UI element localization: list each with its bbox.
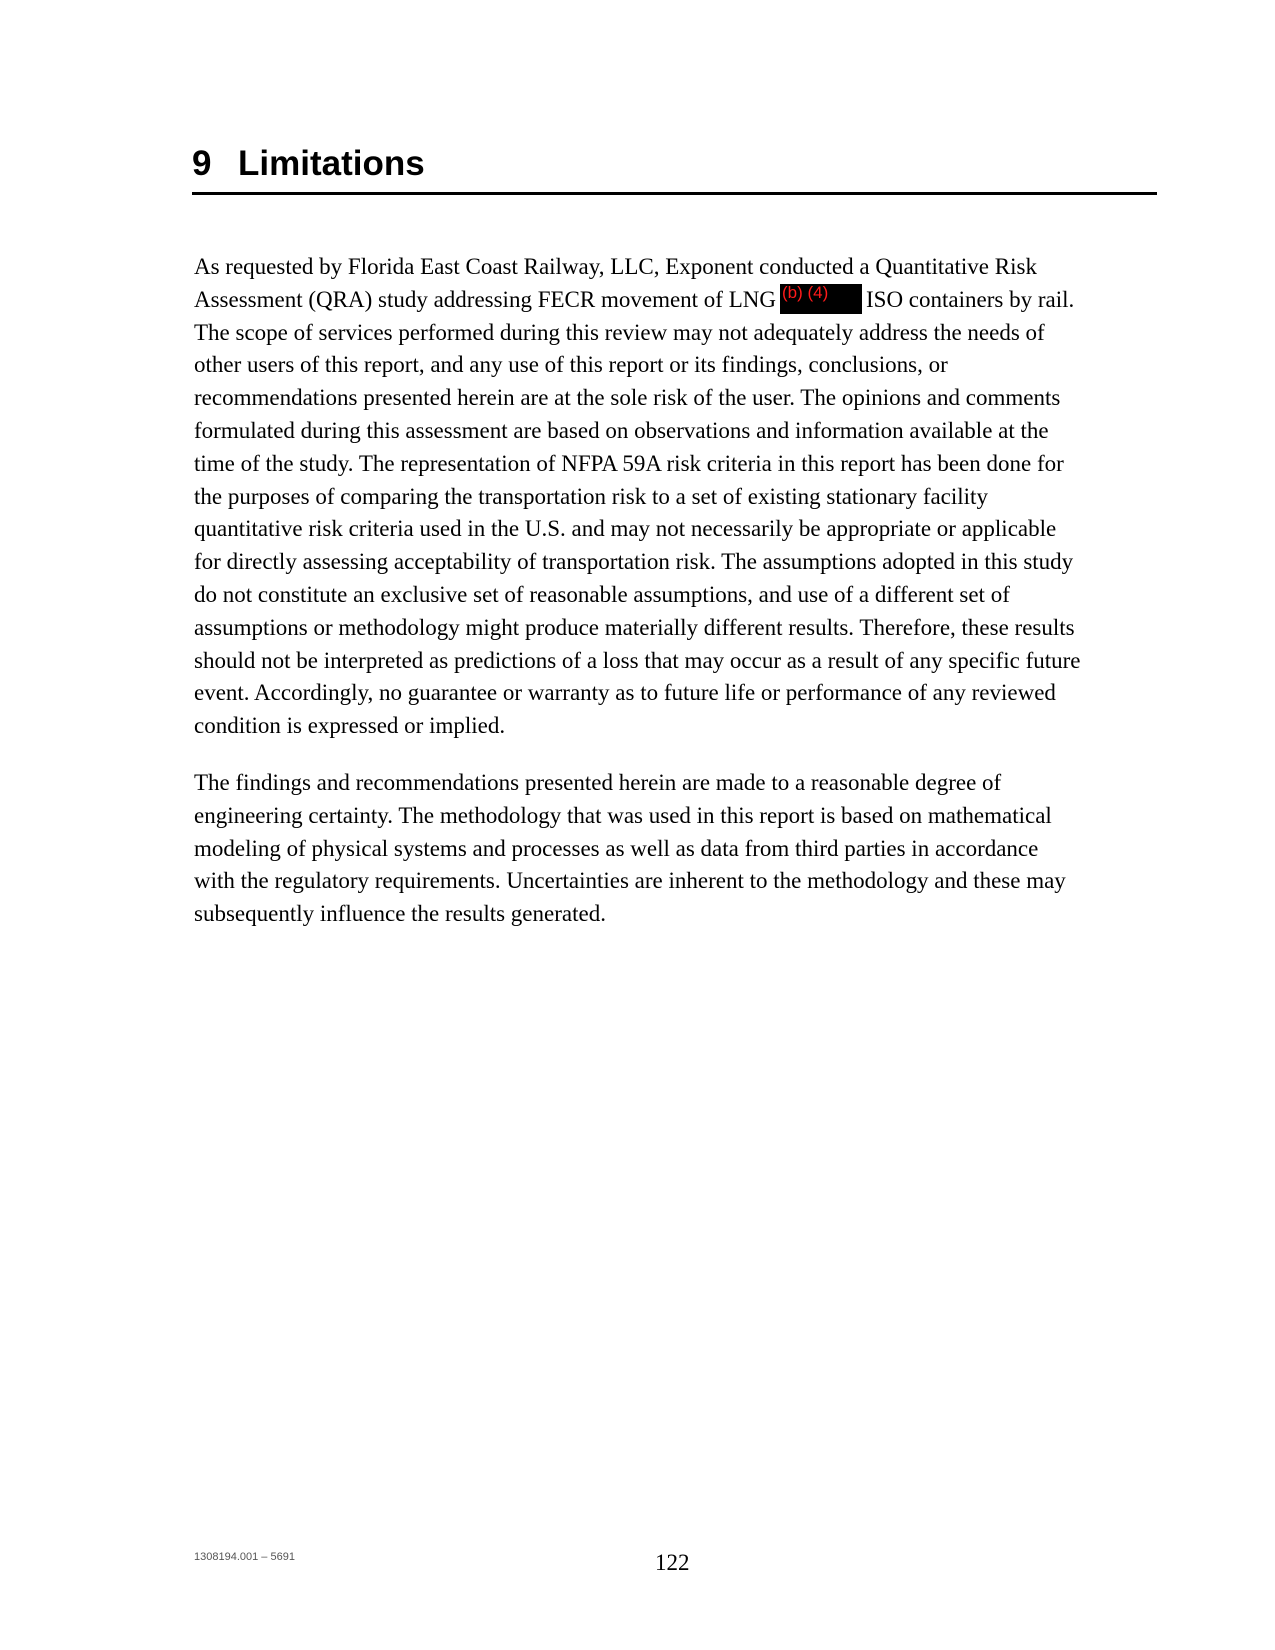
paragraph-limitations-scope xyxy=(194,251,1164,743)
text-line: assumptions or methodology might produce materially different results. Therefore, these results xyxy=(194,614,1075,640)
text-line: time of the study. The representation of NFPA 59A risk criteria in this report has been done for xyxy=(194,450,1064,476)
text-segment: Assessment (QRA) study addressing FECR movement of LNG xyxy=(194,286,776,312)
redaction-label: (b) (4) xyxy=(782,282,829,302)
text-line: formulated during this assessment are based on observations and information available at the xyxy=(194,417,1049,443)
text-line: should not be interpreted as predictions of a loss that may occur as a result of any specific future xyxy=(194,647,1081,673)
text-line: other users of this report, and any use of this report or its findings, conclusions, or xyxy=(194,352,948,378)
section-number: 9 xyxy=(192,144,212,183)
text-segment: ISO containers by rail. xyxy=(866,286,1075,312)
text-line: event. Accordingly, no guarantee or warranty as to future life or performance of any reviewed xyxy=(194,680,1056,706)
text-line: recommendations presented herein are at the sole risk of the user. The opinions and comments xyxy=(194,385,1061,411)
section-title: Limitations xyxy=(238,144,425,183)
text-line: The findings and recommendations presented herein are made to a reasonable degree of xyxy=(194,770,1002,795)
text-line: The scope of services performed during this review may not adequately address the needs of xyxy=(194,319,1045,345)
page-number: 122 xyxy=(655,1550,690,1575)
text-line: engineering certainty. The methodology that was used in this report is based on mathematical xyxy=(194,802,1052,828)
text-line: condition is expressed or implied. xyxy=(194,713,506,739)
paragraph-findings xyxy=(194,767,1164,931)
text-line: do not constitute an exclusive set of reasonable assumptions, and use of a different set of xyxy=(194,581,1010,607)
text-line: the purposes of comparing the transportation risk to a set of existing stationary facility xyxy=(194,483,988,509)
text-line: for directly assessing acceptability of transportation risk. The assumptions adopted in this study xyxy=(194,549,1074,575)
document-id: 1308194.001 – 5691 xyxy=(194,1551,295,1563)
text-line: with the regulatory requirements. Uncertainties are inherent to the methodology and these may xyxy=(194,868,1066,894)
redaction-box xyxy=(780,284,862,314)
text-line: As requested by Florida East Coast Railway, LLC, Exponent conducted a Quantitative Risk xyxy=(194,254,1037,279)
text-line: modeling of physical systems and processes as well as data from third parties in accordance xyxy=(194,835,1039,861)
text-line xyxy=(194,284,1164,317)
section-heading xyxy=(192,144,1157,195)
text-line: quantitative risk criteria used in the U.S. and may not necessarily be appropriate or applicable xyxy=(194,516,1057,542)
text-line: subsequently influence the results generated. xyxy=(194,901,606,927)
